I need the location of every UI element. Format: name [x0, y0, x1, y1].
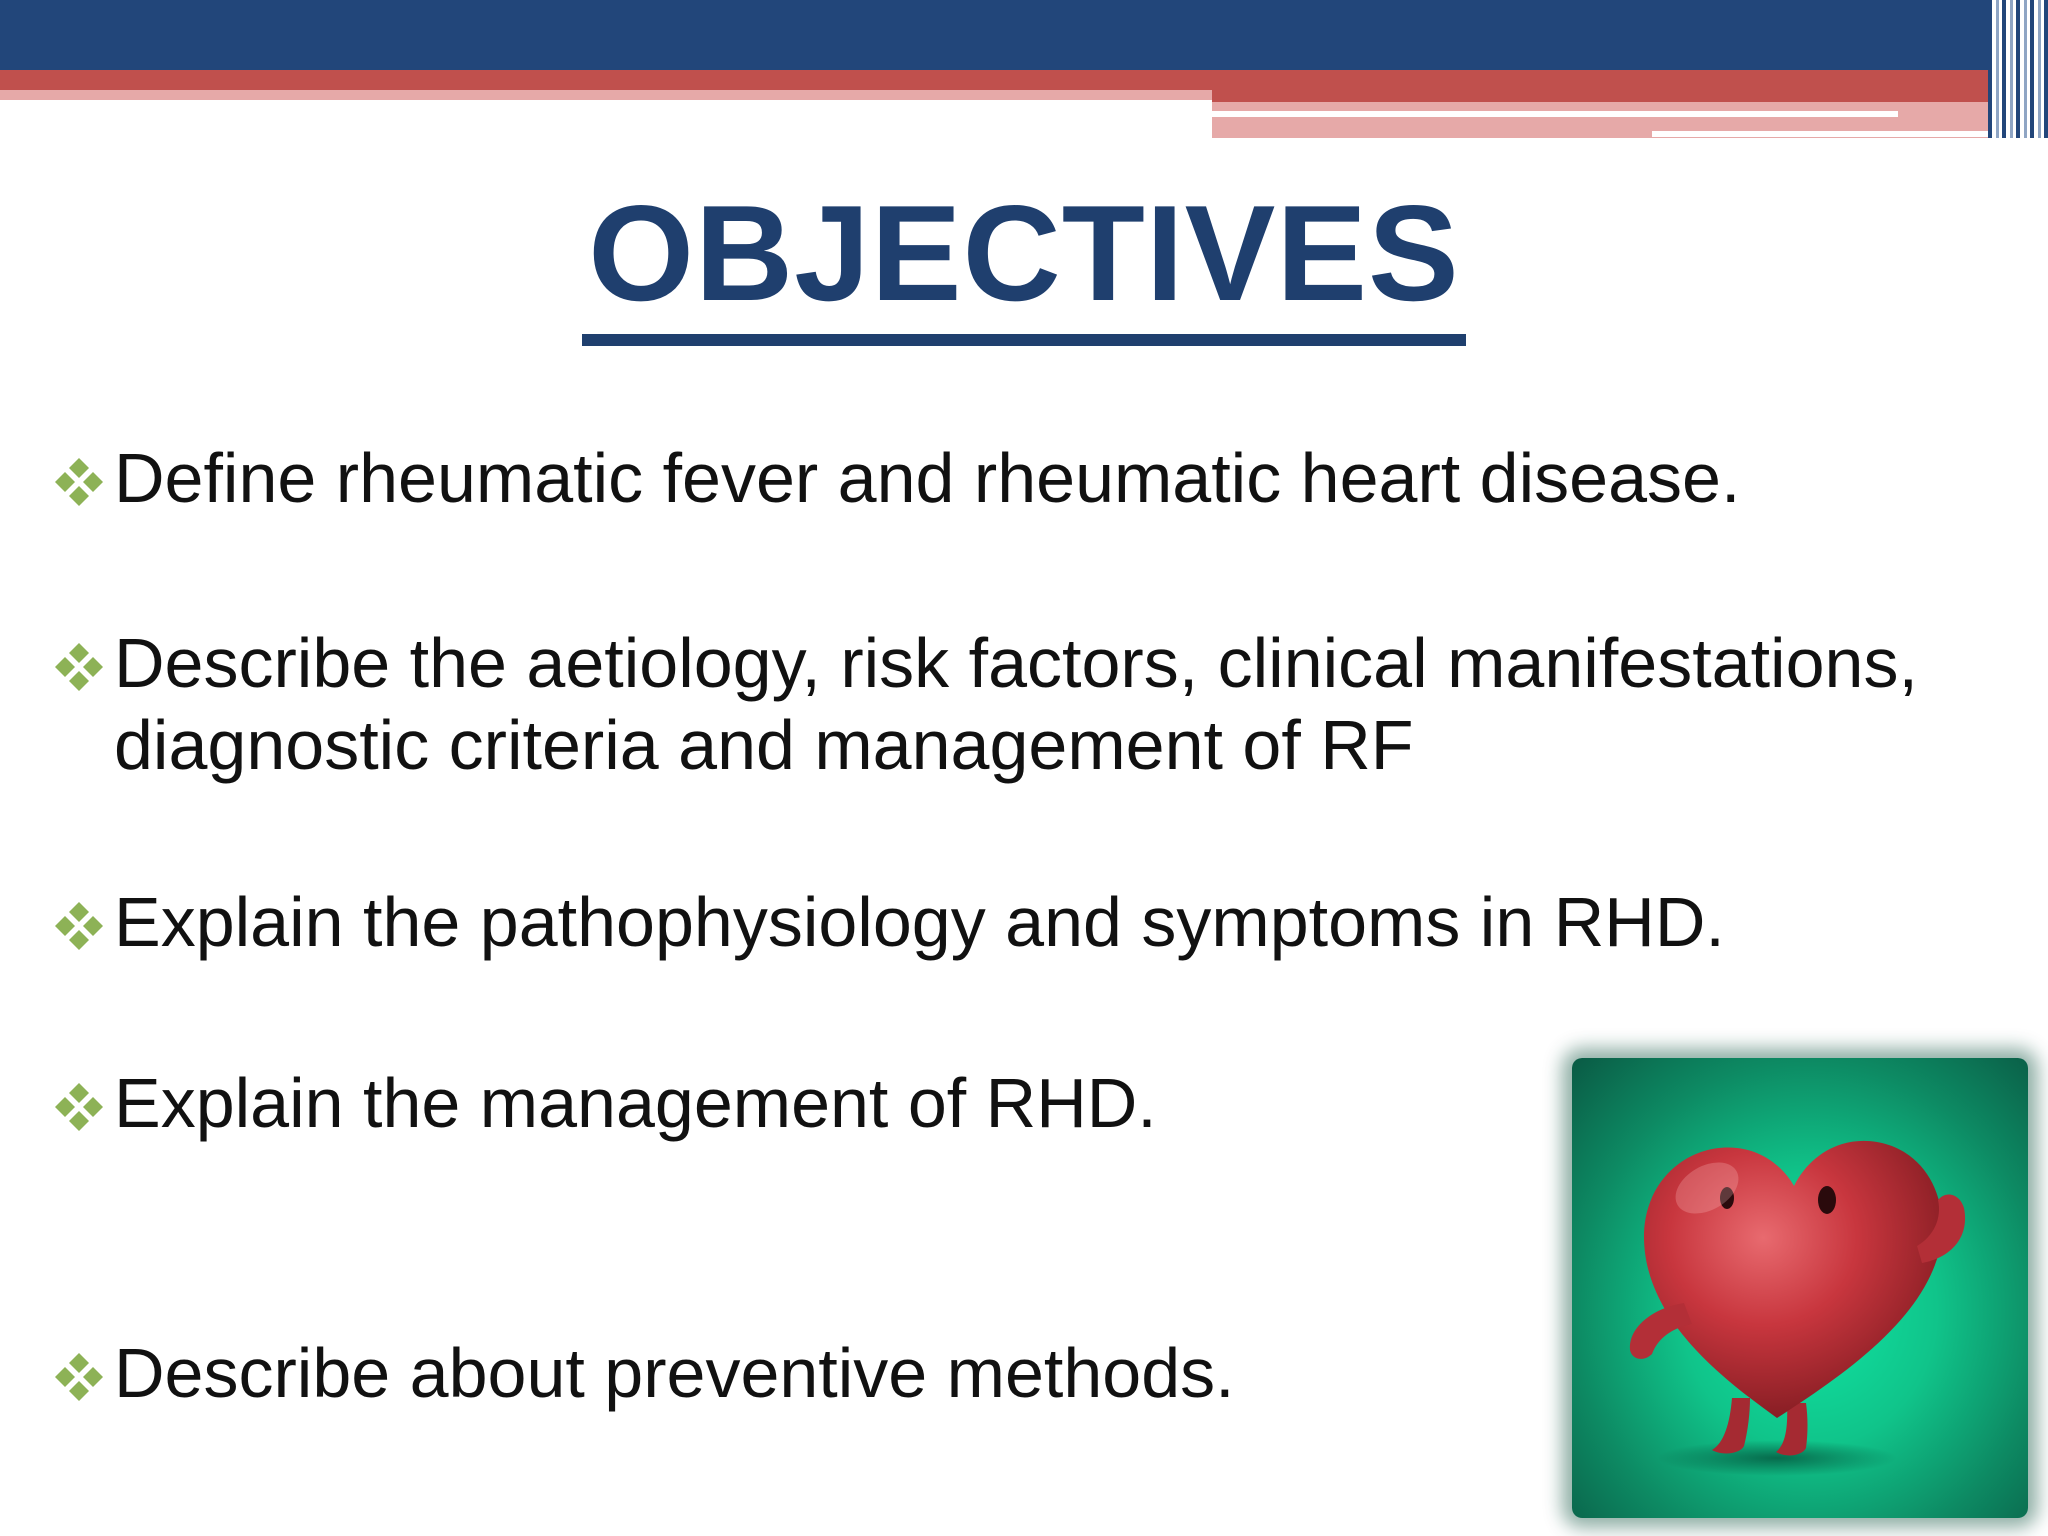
cartoon-heart-icon [1572, 1058, 2028, 1518]
list-item [52, 881, 2027, 963]
four-diamond-icon [52, 899, 106, 953]
list-item [52, 622, 2027, 786]
four-diamond-icon [52, 1080, 106, 1134]
four-diamond-icon [52, 1350, 106, 1404]
list-item-text: Describe the aetiology, risk factors, clinical manifestations, diagnostic criteria and management of RF [114, 624, 1918, 784]
slide-title-text: OBJECTIVES [582, 178, 1466, 346]
list-item [52, 437, 2027, 519]
list-item-text: Define rheumatic fever and rheumatic heart disease. [114, 439, 1741, 517]
list-item-text: Describe about preventive methods. [114, 1334, 1235, 1412]
list-item-text: Explain the management of RHD. [114, 1064, 1157, 1142]
list-item-text: Explain the pathophysiology and symptoms in RHD. [114, 883, 1725, 961]
four-diamond-icon [52, 455, 106, 509]
heart-illustration [1572, 1058, 2028, 1518]
four-diamond-icon [52, 640, 106, 694]
